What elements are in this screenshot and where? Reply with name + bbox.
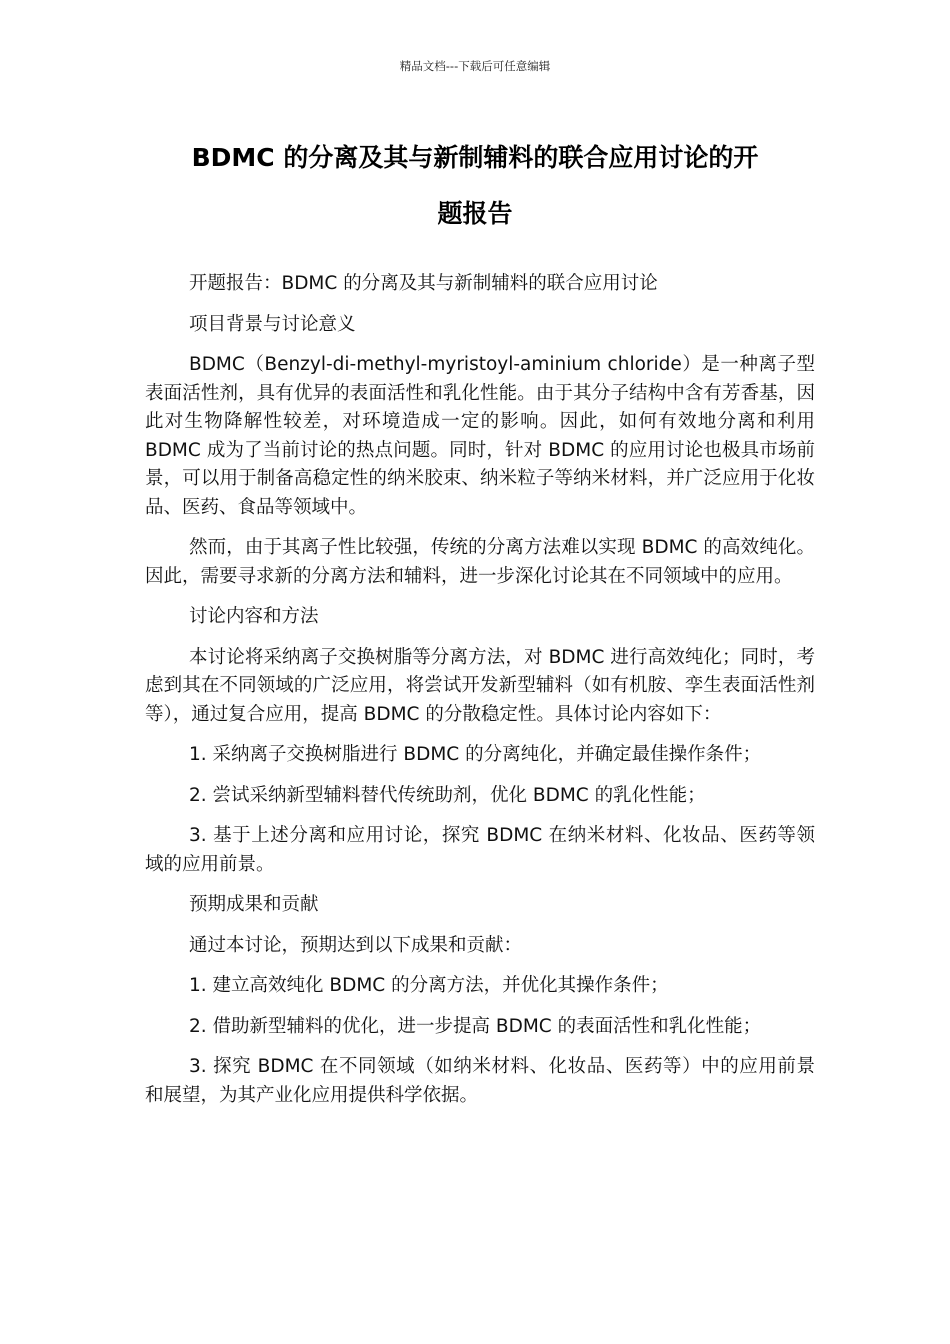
header-note: 精品文档---下载后可任意编辑 (399, 59, 551, 73)
section-heading-outcomes: 预期成果和贡献 (189, 894, 319, 915)
outcomes-item-2: 2. 借助新型辅料的优化，进一步提高 BDMC 的表面活性和乳化性能； (189, 1015, 762, 1037)
document-body (145, 270, 815, 1122)
section-heading-methods: 讨论内容和方法 (189, 606, 319, 627)
title-line-2: 题报告 (437, 199, 513, 228)
document-title (140, 130, 810, 242)
report-heading: 开题报告：BDMC 的分离及其与新制辅料的联合应用讨论 (189, 273, 658, 294)
methods-item-3: 3. 基于上述分离和应用讨论，探究 BDMC 在纳米材料、化妆品、医药等领域的应用前景。 (145, 825, 815, 875)
methods-item-2: 2. 尝试采纳新型辅料替代传统助剂，优化 BDMC 的乳化性能； (189, 784, 706, 806)
problem-paragraph: 然而，由于其离子性比较强，传统的分离方法难以实现 BDMC 的高效纯化。因此，需要寻求新的分离方法和辅料，进一步深化讨论其在不同领域中的应用。 (145, 537, 815, 587)
methods-paragraph: 本讨论将采纳离子交换树脂等分离方法，对 BDMC 进行高效纯化；同时，考虑到其在不同领域的广泛应用，将尝试开发新型辅料（如有机胺、孪生表面活性剂等），通过复合应用，提高 BDMC 的分散稳定性。具体讨论内容如下： (145, 646, 815, 725)
outcomes-item-3: 3. 探究 BDMC 在不同领域（如纳米材料、化妆品、医药等）中的应用前景和展望，为其产业化应用提供科学依据。 (145, 1056, 815, 1106)
outcomes-item-1: 1. 建立高效纯化 BDMC 的分离方法，并优化其操作条件； (189, 975, 669, 996)
outcomes-intro: 通过本讨论，预期达到以下成果和贡献： (189, 934, 523, 956)
background-paragraph: BDMC（Benzyl-di-methyl-myristoyl-aminium chloride）是一种离子型表面活性剂，具有优异的表面活性和乳化性能。由于其分子结构中含有芳香基，因此对生物降解性较差，对环境造成一定的影响。因此，如何有效地分离和利用 BDMC 成为了当前讨论的热点问题。同时，针对 BDMC 的应用讨论也极具市场前景，可以用于制备高稳定性的纳米胶束、纳米粒子等纳米材料，并广泛应用于化妆品、医药、食品等领域中。 (145, 354, 815, 518)
section-heading-background: 项目背景与讨论意义 (189, 313, 356, 335)
methods-item-1: 1. 采纳离子交换树脂进行 BDMC 的分离纯化，并确定最佳操作条件； (189, 744, 762, 765)
title-line-1: BDMC 的分离及其与新制辅料的联合应用讨论的开 (191, 143, 759, 172)
